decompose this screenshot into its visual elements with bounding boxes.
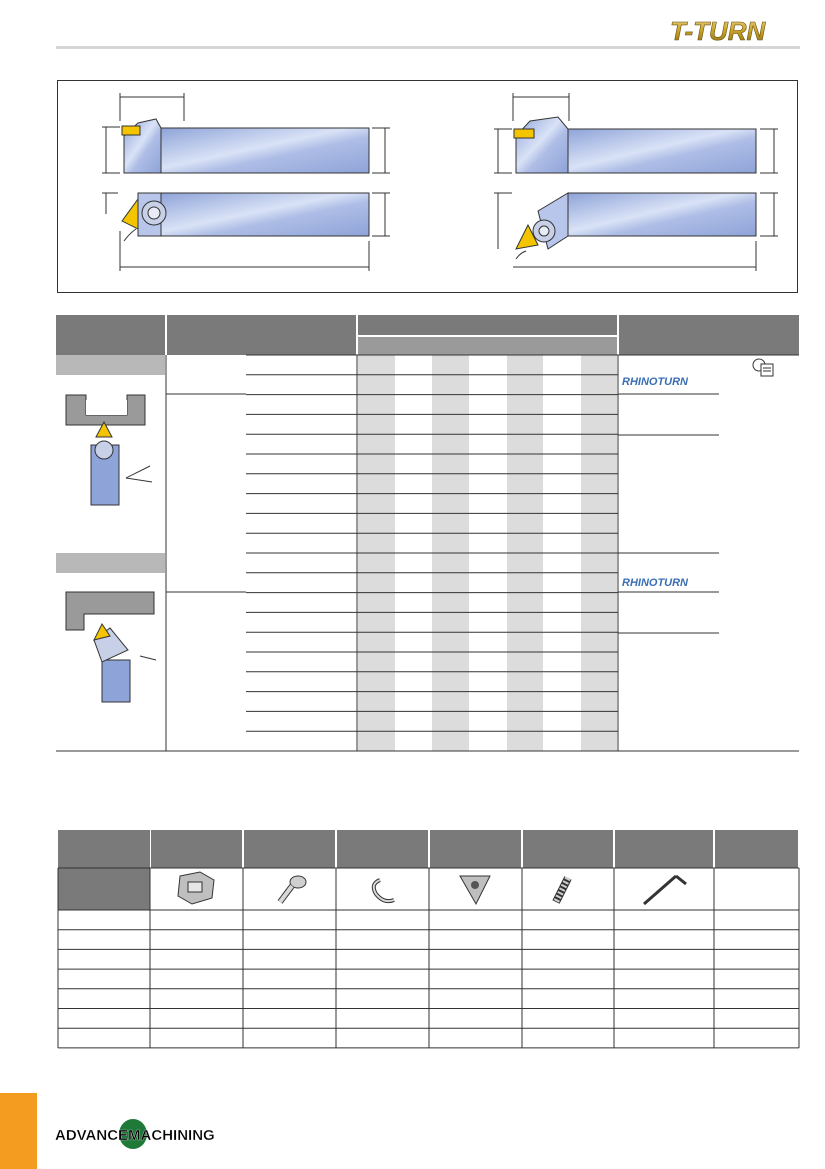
magnifier-icon[interactable]	[753, 359, 773, 376]
parts-header-cell	[151, 830, 242, 868]
table-subheader-cell	[358, 337, 617, 355]
company-logo	[55, 1118, 235, 1152]
company-logo-text: ADVANCEMACHINING	[55, 1127, 215, 1144]
spring-icon	[374, 880, 394, 901]
section-bar	[56, 355, 165, 375]
parts-header-cell	[244, 830, 335, 868]
section-bar	[56, 553, 165, 573]
shim-icon	[460, 876, 490, 904]
table-header-cell	[358, 315, 617, 335]
brand-logo-text: T-TURN	[670, 16, 766, 46]
hex-key-icon	[644, 876, 686, 904]
table-row-lines	[246, 355, 618, 751]
table-header-cell	[56, 315, 165, 355]
rhinoturn-logo	[622, 577, 689, 589]
table-header-cell	[619, 315, 799, 355]
parts-header-cell	[430, 830, 521, 868]
parts-header-cell	[58, 830, 150, 910]
rhinoturn-logo	[622, 376, 689, 388]
application-diagram-2	[66, 592, 156, 702]
screw-icon	[280, 876, 306, 902]
rhinoturn-logo-text: RHINOTURN	[622, 577, 688, 589]
shim-screw-icon	[556, 878, 568, 902]
parts-header-row	[151, 830, 798, 868]
clamp-icon	[178, 872, 214, 904]
parts-header-cell	[523, 830, 613, 868]
parts-header-cell	[615, 830, 713, 868]
parts-header-cell	[337, 830, 428, 868]
table-header-cell	[167, 315, 356, 355]
parts-table	[0, 800, 825, 1060]
parts-rows	[58, 868, 799, 1048]
section-side-tab	[0, 1093, 37, 1169]
application-diagram-1	[66, 395, 152, 505]
parts-header-cell	[715, 830, 798, 868]
rhinoturn-logo-text: RHINOTURN	[622, 376, 688, 388]
